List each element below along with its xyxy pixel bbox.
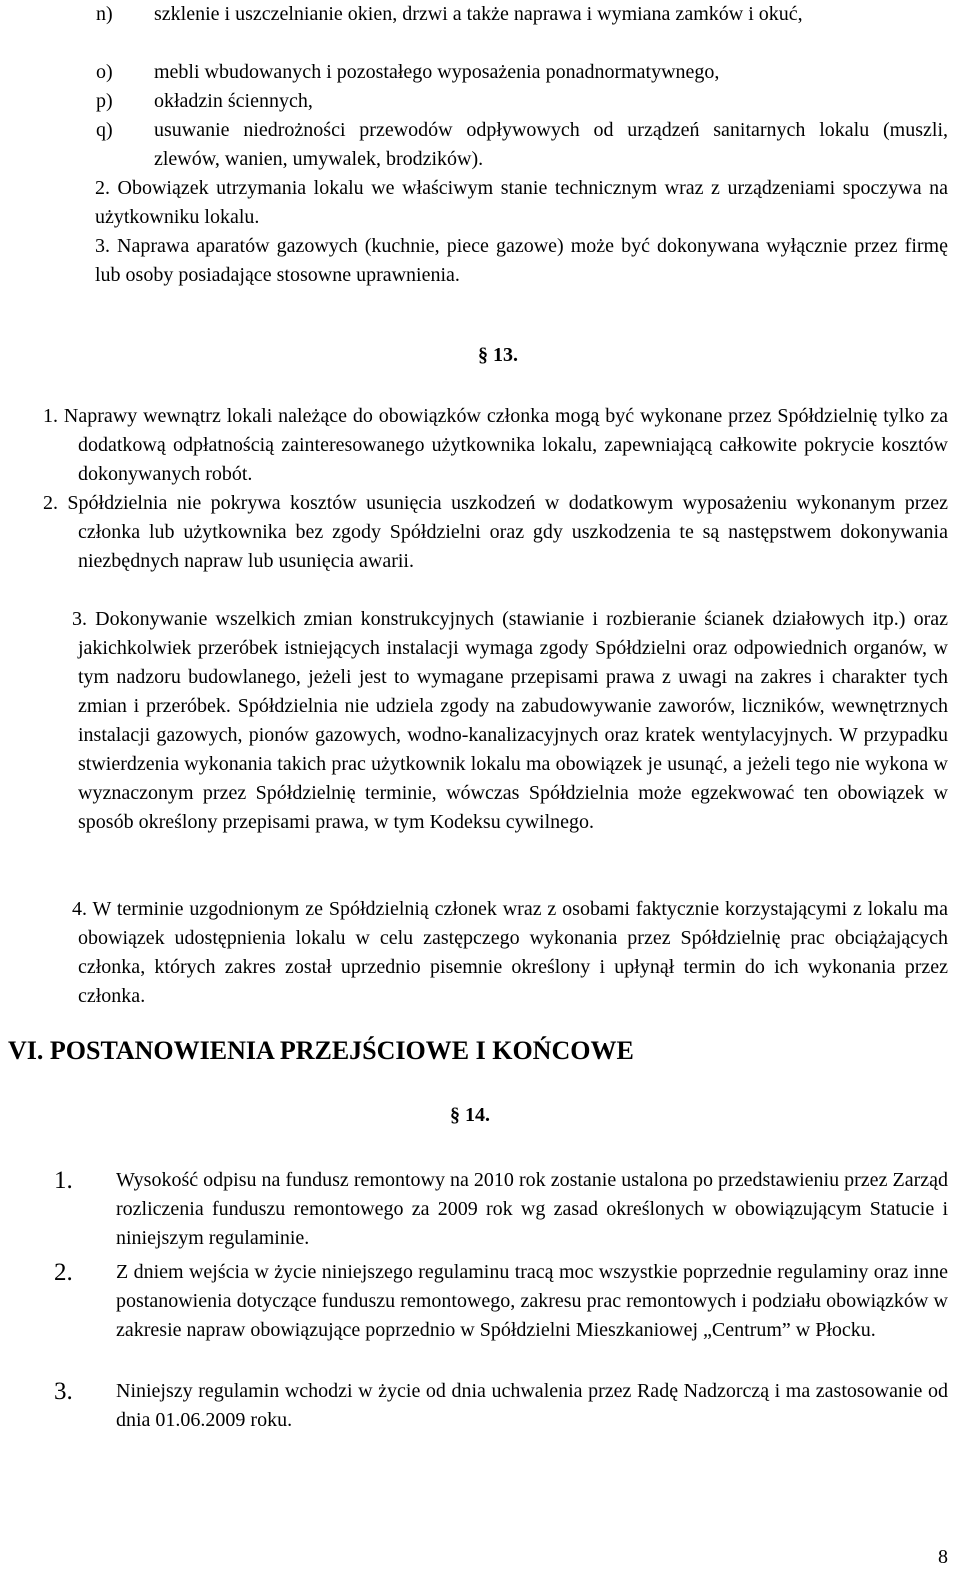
list-item-q: [96, 116, 948, 174]
item-marker: 2.: [43, 492, 58, 514]
item-marker: 2.: [95, 177, 110, 199]
list-marker: q): [96, 119, 113, 141]
section-heading-14: [450, 1104, 490, 1127]
section13-item-2: [43, 489, 948, 576]
section-symbol: §: [478, 344, 488, 366]
item-text: W terminie uzgodnionym ze Spółdzielnią członek wraz z osobami faktycznie korzystającymi z lokalu ma obowiązek udostępnienia lokalu w celu zastępczego wykonania przez Spółdzielnię prac obciążających członka, których zakres został uprzednio pisemnie określony i upłynął termin do ich wykonania przez członka.: [78, 898, 948, 1007]
item-marker: 3.: [95, 235, 110, 257]
section-heading-13: [478, 344, 518, 367]
page-number: 8: [938, 1546, 948, 1568]
list-item-p: [96, 87, 948, 116]
list-marker: o): [96, 61, 113, 83]
section-number: 13.: [493, 344, 518, 366]
section14-item-1: [54, 1166, 948, 1253]
section14-item-3: [54, 1377, 948, 1435]
item-text: Wysokość odpisu na fundusz remontowy na 2010 rok zostanie ustalona po przedstawieniu przez Zarząd rozliczenia funduszu remontowego za 2009 rok wg zasad określonych w obowiązującym Statucie i niniejszym regulaminie.: [116, 1169, 948, 1249]
item-marker: 3.: [72, 608, 87, 630]
list-item-o: [96, 58, 948, 87]
section-symbol: §: [450, 1104, 460, 1126]
item-text: Naprawa aparatów gazowych (kuchnie, piece gazowe) może być dokonywana wyłącznie przez firmę lub osoby posiadające stosowne uprawnienia.: [95, 235, 948, 286]
list-marker: n): [96, 3, 113, 25]
section-number: 14.: [465, 1104, 490, 1126]
item-text: Obowiązek utrzymania lokalu we właściwym stanie technicznym wraz z urządzeniami spoczywa na użytkowniku lokalu.: [95, 177, 948, 228]
item-marker: 2.: [54, 1259, 73, 1286]
list-text: szklenie i uszczelnianie okien, drzwi a także naprawa i wymiana zamków i okuć,: [154, 3, 803, 25]
section12-item-3: [95, 232, 948, 290]
item-marker: 1.: [54, 1167, 73, 1194]
section13-item-4: [72, 895, 948, 1011]
list-text: okładzin ściennych,: [154, 90, 313, 112]
item-text: Naprawy wewnątrz lokali należące do obowiązków członka mogą być wykonane przez Spółdzielnię tylko za dodatkową odpłatnością zainteresowanego użytkownika lokalu, zapewniającą całkowite pokrycie kosztów dokonywanych robót.: [63, 405, 949, 485]
chapter-title: VI. POSTANOWIENIA PRZEJŚCIOWE I KOŃCOWE: [8, 1036, 634, 1065]
item-text: Niniejszy regulamin wchodzi w życie od dnia uchwalenia przez Radę Nadzorczą i ma zastosowanie od dnia 01.06.2009 roku.: [116, 1380, 948, 1431]
section13-item-3: [72, 605, 948, 837]
item-marker: 4.: [72, 898, 87, 920]
item-text: Dokonywanie wszelkich zmian konstrukcyjnych (stawianie i rozbieranie ścianek działowych itp.) oraz jakichkolwiek przeróbek istniejących instalacji wymaga zgody Spółdzielni oraz odpowiednich organów, w tym nadzoru budowlanego, jeżeli jest to wymagane przepisami prawa z uwagi na zakres i charakter tych zmian i przeróbek. Spółdzielnia nie udziela zgody na zabudowywanie zaworów, liczników, wewnętrznych instalacji gazowych, pionów gazowych, wodno-kanalizacyjnych oraz kratek wentylacyjnych. W przypadku stwierdzenia wykonania takich prac użytkownik lokalu ma obowiązek je usunąć, a jeżeli tego nie wykona w wyznaczonym przez Spółdzielnię terminie, wówczas Spółdzielnia może egzekwować ten obowiązek w sposób określony przepisami prawa, w tym Kodeksu cywilnego.: [78, 608, 948, 833]
item-text: Spółdzielnia nie pokrywa kosztów usunięcia uszkodzeń w dodatkowym wyposażeniu wykonanym przez członka lub użytkownika bez zgody Spółdzielni oraz gdy uszkodzenia te są następstwem dokonywania niezbędnych napraw lub usunięcia awarii.: [67, 492, 948, 572]
item-marker: 1.: [43, 405, 58, 427]
section12-item-2: [95, 174, 948, 232]
section13-item-1: [43, 402, 949, 489]
section14-item-2: [54, 1258, 948, 1345]
item-text: Z dniem wejścia w życie niniejszego regulaminu tracą moc wszystkie poprzednie regulaminy oraz inne postanowienia dotyczące funduszu remontowego, zakresu prac remontowych i podziału obowiązków w zakresie napraw obowiązujące poprzednio w Spółdzielni Mieszkaniowej „Centrum” w Płocku.: [116, 1261, 948, 1341]
list-marker: p): [96, 90, 113, 112]
item-marker: 3.: [54, 1378, 73, 1405]
list-text: usuwanie niedrożności przewodów odpływowych od urządzeń sanitarnych lokalu (muszli, zlewów, wanien, umywalek, brodzików).: [154, 119, 948, 170]
list-text: mebli wbudowanych i pozostałego wyposażenia ponadnormatywnego,: [154, 61, 720, 83]
list-item-n: [96, 0, 948, 29]
